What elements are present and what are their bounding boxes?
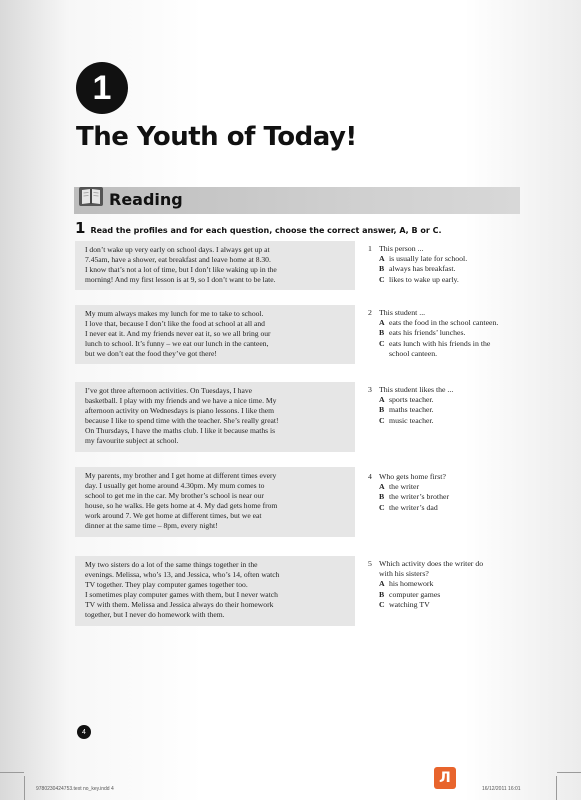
option-letter <box>379 349 389 359</box>
crop-mark <box>0 772 24 773</box>
option-text: computer games <box>389 589 441 599</box>
profile-line: but we don’t eat the food they’ve got there! <box>85 349 217 359</box>
answer-option <box>368 482 548 492</box>
question-stem-text: This student ... <box>379 308 426 317</box>
profile-line: dinner at the same time – 8pm, every night! <box>85 521 218 531</box>
page-title: The Youth of Today! <box>76 122 357 152</box>
answer-option <box>368 590 548 600</box>
answer-option <box>368 349 548 359</box>
profile-text-box <box>75 467 355 537</box>
answer-option <box>368 254 548 264</box>
profile-line: I love that, because I don’t like the food at school at all and <box>85 319 265 329</box>
question-number: 1 <box>368 244 372 253</box>
answer-option <box>368 264 548 274</box>
question-item <box>368 308 548 359</box>
answer-option <box>368 492 548 502</box>
answer-option <box>368 579 548 589</box>
profile-text-box <box>75 556 355 626</box>
question-number: 5 <box>368 559 372 568</box>
question-stem-text: Who gets home first? <box>379 472 446 481</box>
option-letter: C <box>379 502 385 512</box>
option-text: the writer’s brother <box>389 492 450 502</box>
book-icon <box>78 184 104 208</box>
option-text: school canteen. <box>389 348 438 358</box>
page-number-badge <box>77 725 91 739</box>
question-stem-text: This person ... <box>379 244 424 253</box>
question-stem-text: Which activity does the writer do <box>379 559 484 568</box>
profile-line: work around 7. We get home at different times, but we eat <box>85 511 262 521</box>
option-letter: C <box>379 338 385 348</box>
option-text: eats lunch with his friends in the <box>389 338 491 348</box>
profile-line: I’ve got three afternoon activities. On Tuesdays, I have <box>85 386 253 395</box>
unit-number-badge <box>76 62 128 114</box>
question-number <box>368 569 379 579</box>
question-stem <box>368 559 548 569</box>
profile-line: On Thursdays, I have the maths club. I like it because maths is <box>85 426 276 436</box>
option-text: always has breakfast. <box>389 264 456 274</box>
crop-mark <box>556 776 557 800</box>
option-text: watching TV <box>389 599 430 609</box>
option-text: the writer <box>389 482 420 492</box>
question-number: 2 <box>368 308 372 317</box>
question-number: 4 <box>368 472 372 481</box>
profile-line: evenings. Melissa, who’s 13, and Jessica, who’s 14, often watch <box>85 570 280 580</box>
question-item <box>368 559 548 610</box>
exercise-instruction <box>75 219 535 237</box>
answer-option <box>368 328 548 338</box>
answer-option <box>368 395 548 405</box>
option-text: sports teacher. <box>389 395 434 405</box>
answer-option <box>368 503 548 513</box>
question-stem <box>368 308 548 318</box>
question-stem <box>368 569 548 579</box>
answer-option <box>368 339 548 349</box>
option-letter: A <box>379 318 385 328</box>
option-text: is usually late for school. <box>389 254 468 264</box>
option-text: likes to wake up early. <box>389 274 459 284</box>
profile-line: My mum always makes my lunch for me to take to school. <box>85 309 264 318</box>
logo-letter: Л <box>439 770 451 786</box>
crop-mark <box>557 772 581 773</box>
option-text: his homework <box>389 579 434 589</box>
exercise-number: 1 <box>75 219 86 237</box>
profile-line: I know that’s not a lot of time, but I don’t like waking up in the <box>85 265 277 275</box>
option-letter: A <box>379 579 385 589</box>
profile-line: TV with them. Melissa and Jessica always do their homework <box>85 600 274 610</box>
profile-line: 7.45am, have a shower, eat breakfast and leave home at 8.30. <box>85 255 271 265</box>
profile-line: I sometimes play computer games with them, but I never watch <box>85 590 278 600</box>
profile-line: school to get me in the car. My brother’s school is near our <box>85 491 264 501</box>
profile-line: house, so he walks. He gets home at 4. My dad gets home from <box>85 501 278 511</box>
answer-option <box>368 275 548 285</box>
option-letter: A <box>379 254 385 264</box>
question-stem-text: This student likes the ... <box>379 385 454 394</box>
option-text: eats the food in the school canteen. <box>389 318 499 328</box>
option-text: maths teacher. <box>389 405 434 415</box>
profile-line: My parents, my brother and I get home at different times every <box>85 471 277 480</box>
option-letter: B <box>379 589 385 599</box>
option-letter: B <box>379 405 385 415</box>
option-letter: B <box>379 492 385 502</box>
question-item <box>368 244 548 285</box>
profile-text-box <box>75 305 355 364</box>
question-stem <box>368 472 548 482</box>
profile-line: my favourite subject at school. <box>85 436 179 446</box>
option-letter: C <box>379 599 385 609</box>
answer-option <box>368 600 548 610</box>
option-letter: C <box>379 274 385 284</box>
question-stem <box>368 244 548 254</box>
profile-line: TV together. They play computer games together too. <box>85 580 248 590</box>
question-number: 3 <box>368 385 372 394</box>
question-stem <box>368 385 548 395</box>
option-letter: A <box>379 395 385 405</box>
profile-line: I don’t wake up very early on school days. I always get up at <box>85 245 270 254</box>
option-text: the writer’s dad <box>389 502 438 512</box>
page-number: 4 <box>82 728 86 736</box>
profile-line: because I like to spend time with the teacher. She’s really great! <box>85 416 279 426</box>
option-letter: C <box>379 415 385 425</box>
unit-number: 1 <box>92 68 112 107</box>
option-text: eats his friends’ lunches. <box>389 328 466 338</box>
profile-line: I never eat it. And my friends never eat it, so we all bring our <box>85 329 271 339</box>
question-stem-text: with his sisters? <box>379 569 429 579</box>
option-text: music teacher. <box>389 415 434 425</box>
profile-line: day. I usually get home around 4.30pm. My mum comes to <box>85 481 265 491</box>
profile-text-box <box>75 241 355 290</box>
watermark-logo <box>434 767 456 789</box>
question-item <box>368 385 548 426</box>
profile-text-box <box>75 382 355 452</box>
profile-line: My two sisters do a lot of the same things together in the <box>85 560 258 569</box>
instruction-text: Read the profiles and for each question, choose the correct answer, A, B or C. <box>90 226 442 235</box>
print-slug-date: 16/12/2011 16:01 <box>482 786 521 792</box>
section-title: Reading <box>109 190 183 209</box>
profile-line: together, but I never do homework with them. <box>85 610 225 620</box>
answer-option <box>368 318 548 328</box>
option-letter: B <box>379 264 385 274</box>
profile-line: lunch to school. It’s funny – we eat our lunch in the canteen, <box>85 339 269 349</box>
question-item <box>368 472 548 513</box>
answer-option <box>368 416 548 426</box>
profile-line: afternoon activity on Wednesdays is piano lessons. I like them <box>85 406 275 416</box>
option-letter: B <box>379 328 385 338</box>
profile-line: morning! And my first lesson is at 9, so I don’t want to be late. <box>85 275 276 285</box>
answer-option <box>368 405 548 415</box>
crop-mark <box>24 776 25 800</box>
option-letter: A <box>379 482 385 492</box>
profile-line: basketball. I play with my friends and we have a nice time. My <box>85 396 277 406</box>
print-slug-file: 9780230424753.text no_key.indd 4 <box>36 786 114 792</box>
